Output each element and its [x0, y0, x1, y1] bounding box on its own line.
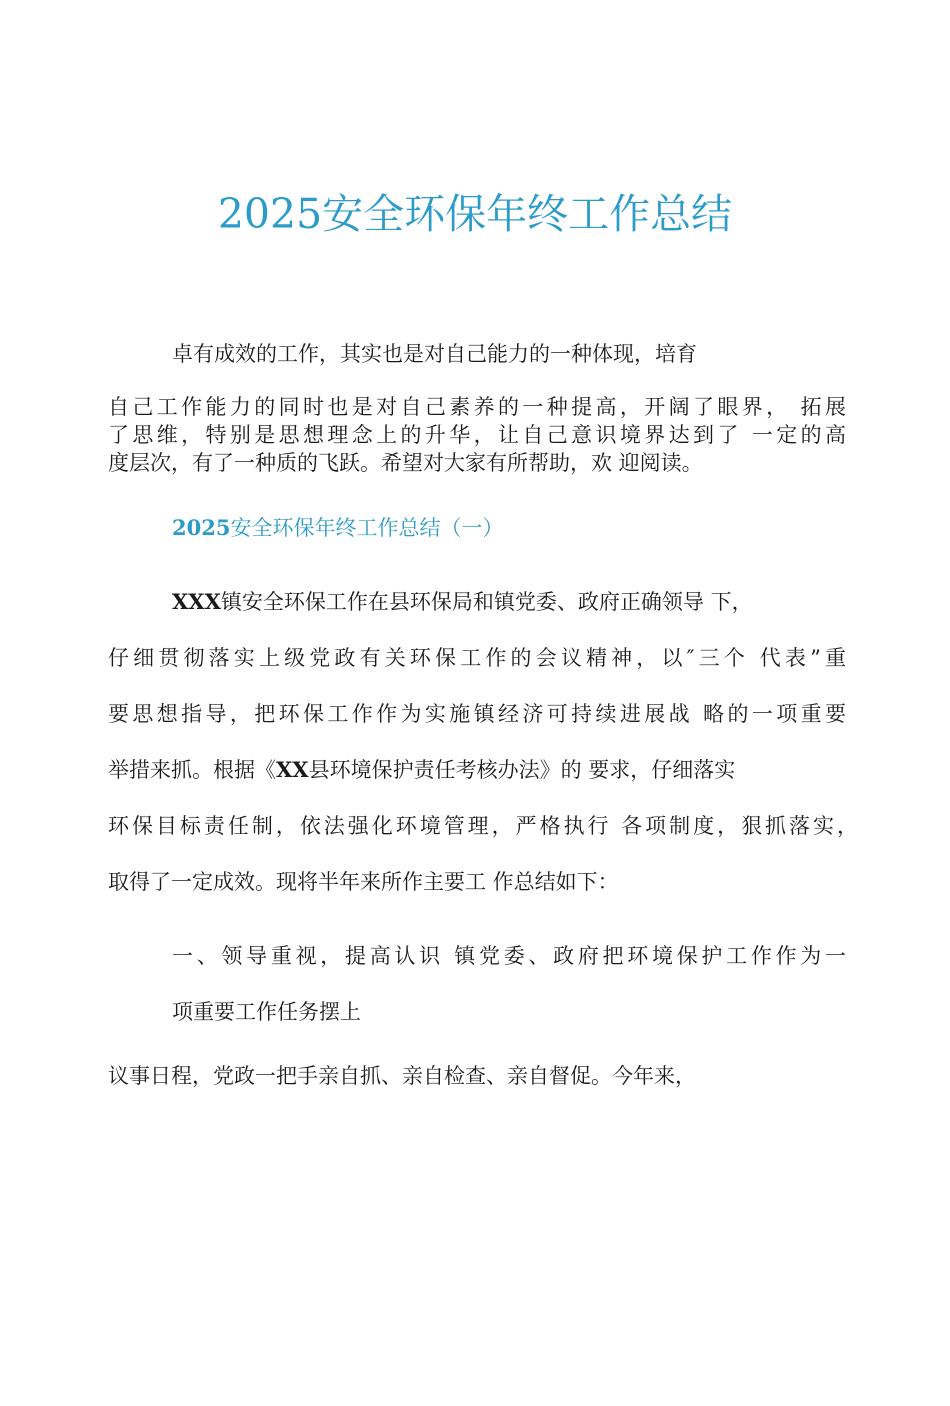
intro-line-2: 自己工作能力的同时也是对自己素养的一种提高，开阔了眼界， 拓展	[108, 395, 846, 419]
subheading-text: 安全环保年终工作总结（一）	[230, 516, 504, 540]
body-town-code: XXX	[172, 589, 221, 614]
body-line-2: 仔细贯彻落实上级党政有关环保工作的会议精神，以″三个 代表”重	[108, 646, 846, 670]
body-line-3: 要思想指导，把环保工作作为实施镇经济可持续进展战 略的一项重要	[108, 702, 846, 726]
body-line-4-a: 举措来抓。根据《	[108, 758, 276, 782]
section1-line-2: 项重要工作任务摆上	[172, 1000, 361, 1024]
body-line-6: 取得了一定成效。现将半年来所作主要工 作总结如下：	[108, 870, 619, 894]
subheading-year: 2025	[172, 515, 231, 540]
body-line-4-c: 县环境保护责任考核办法》的 要求，仔细落实	[308, 758, 736, 782]
body-line-5: 环保目标责任制，依法强化环境管理，严格执行 各项制度，狠抓落实，	[108, 814, 858, 838]
subheading	[172, 514, 503, 542]
body-line-1	[172, 588, 753, 616]
body-line-4	[108, 756, 735, 784]
section1-line-3: 议事日程，党政一把手亲自抓、亲自检查、亲自督促。今年来，	[108, 1064, 696, 1088]
body-county-code: XX	[276, 757, 309, 782]
intro-line-3: 了思维，特别是思想理念上的升华，让自己意识境界达到了 一定的高	[108, 423, 846, 447]
document-title: 2025安全环保年终工作总结	[217, 190, 733, 238]
section1-line-1: 一、领导重视，提高认识 镇党委、政府把环境保护工作作为一	[172, 944, 846, 968]
intro-line-4: 度层次，有了一种质的飞跃。希望对大家有所帮助，欢 迎阅读。	[108, 451, 703, 475]
intro-line-1: 卓有成效的工作，其实也是对自己能力的一种体现，培育	[172, 342, 697, 366]
body-line-1-text: 镇安全环保工作在县环保局和镇党委、政府正确领导 下，	[220, 590, 753, 614]
